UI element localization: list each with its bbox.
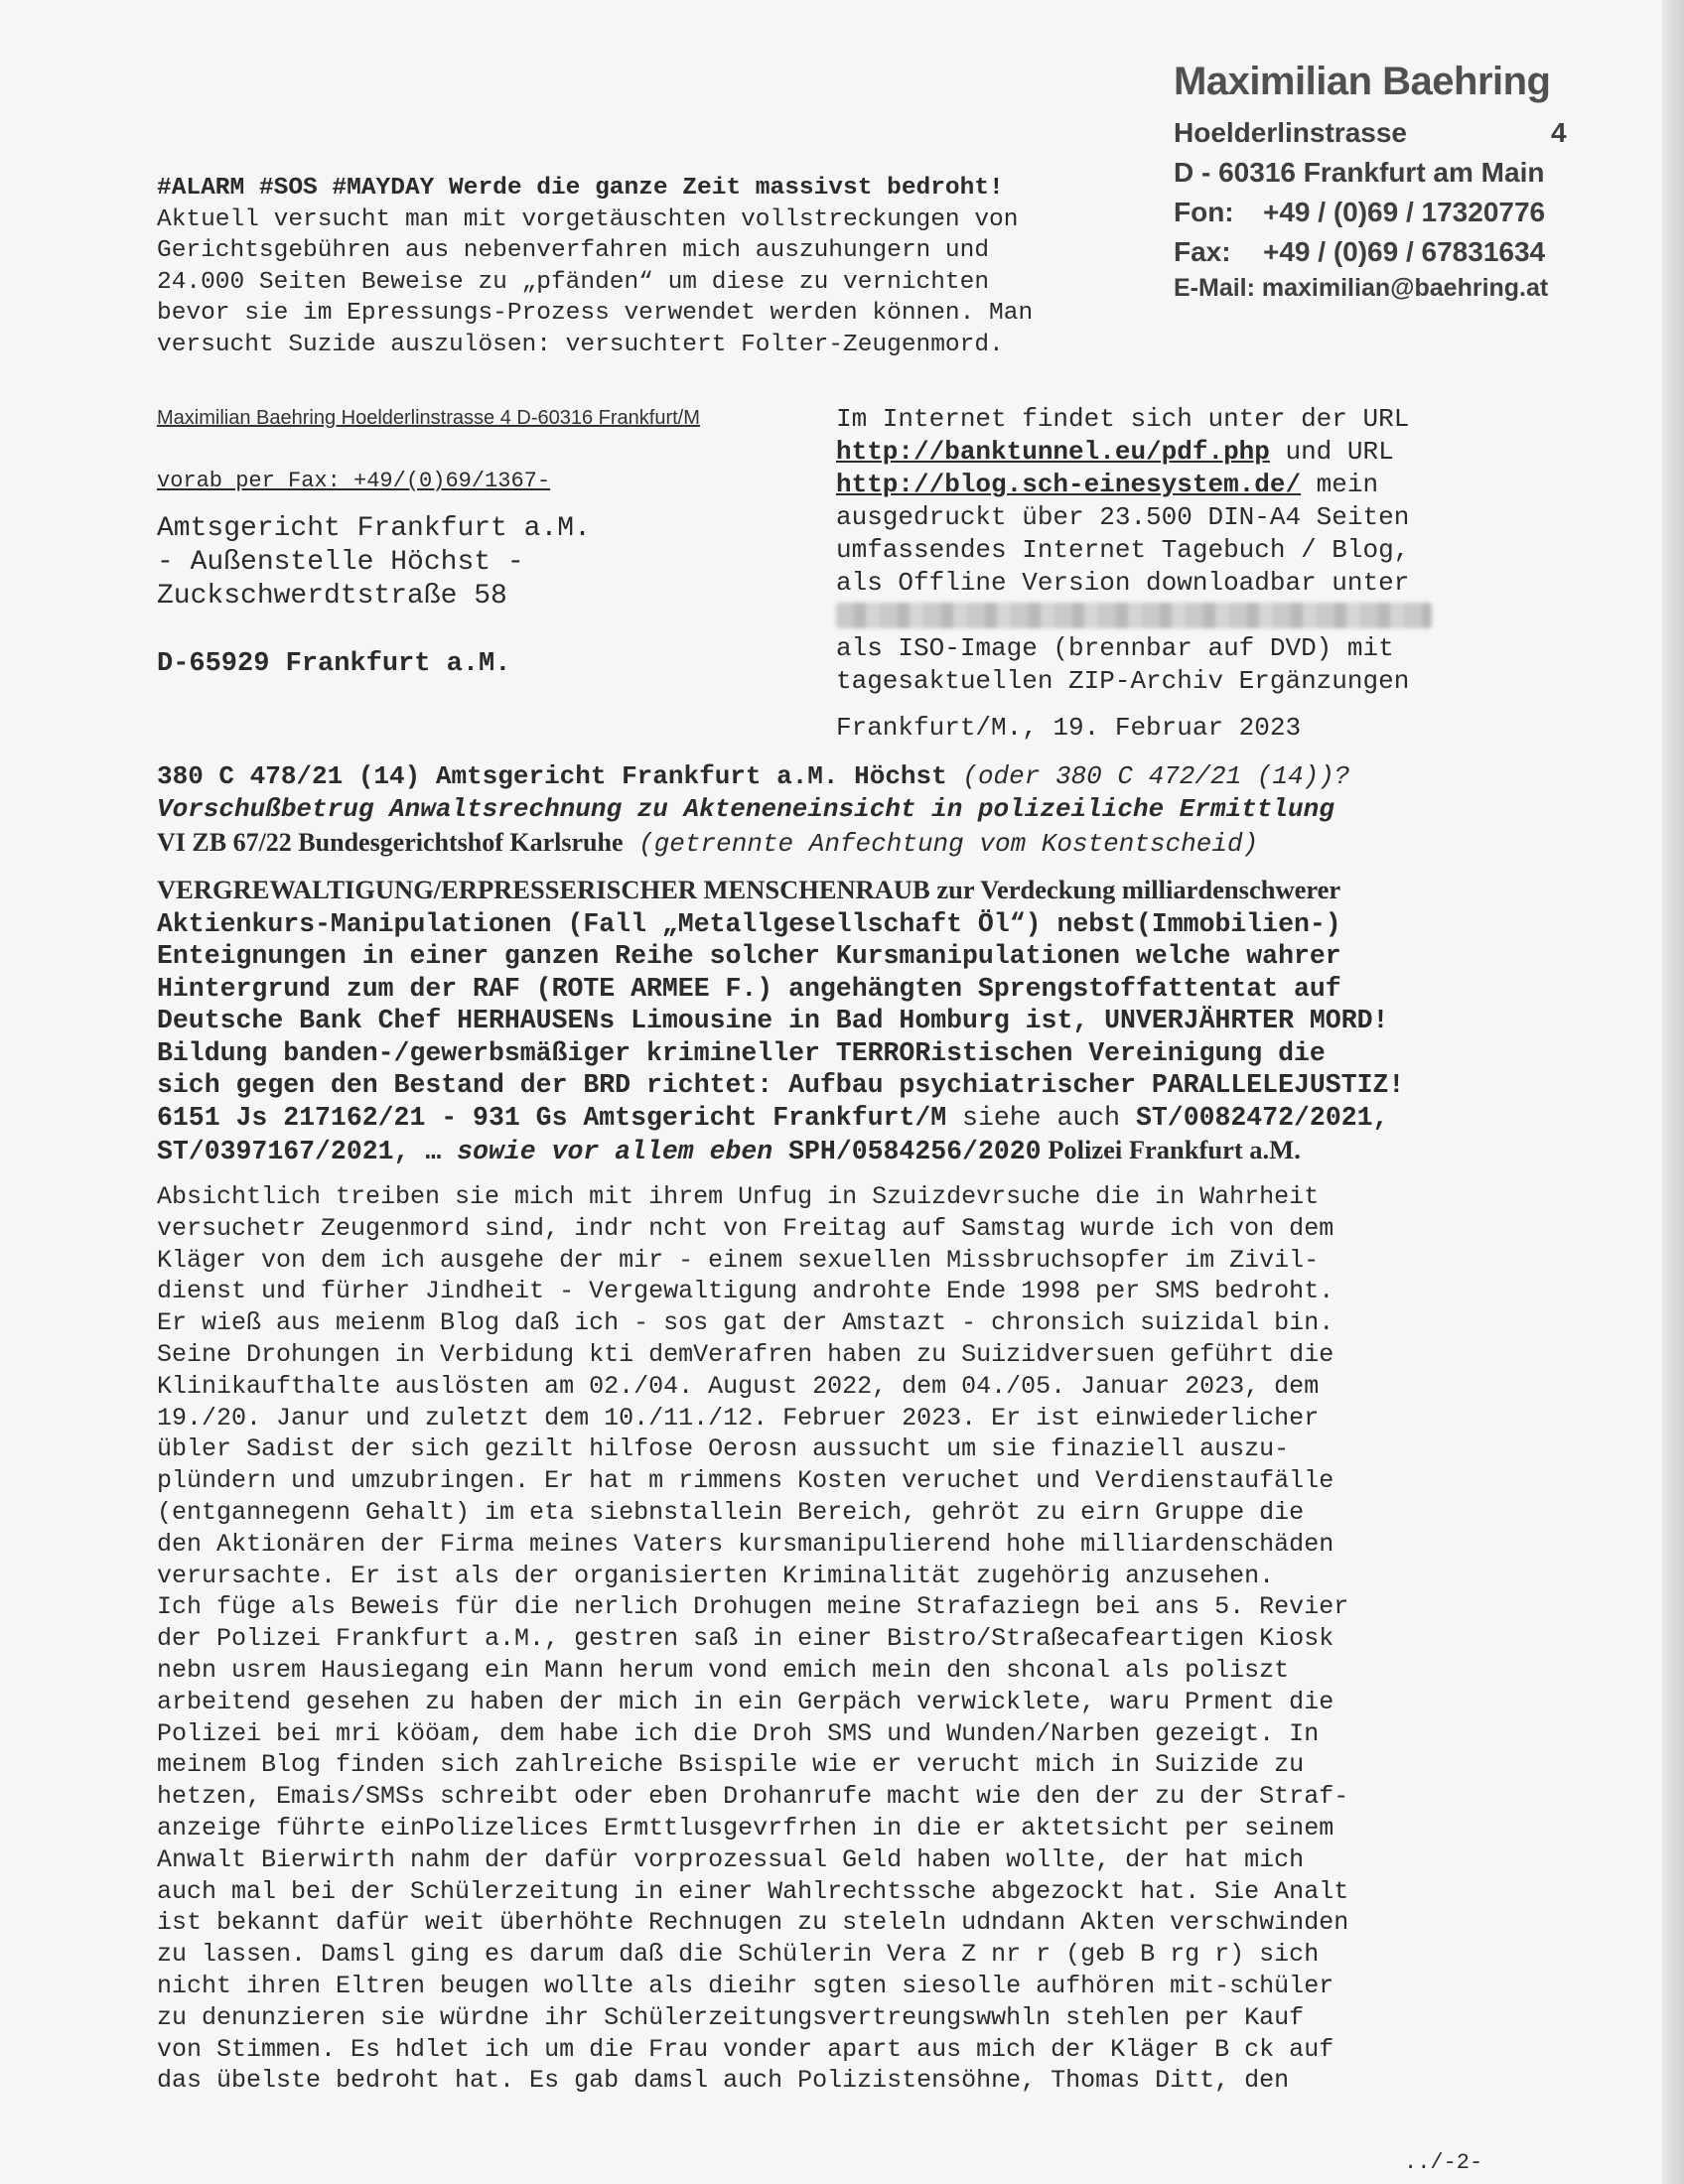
sender-line: Maximilian Baehring Hoelderlinstrasse 4 D-60316 Frankfurt/M bbox=[157, 407, 700, 429]
headline-line-7: sich gegen den Bestand der BRD richtet: Aufbau psychiatrischer PARALLELEJUSTIZ! bbox=[157, 1070, 1405, 1100]
letterhead-street: Hoelderlinstrasse bbox=[1174, 117, 1407, 148]
case-references bbox=[157, 760, 1527, 861]
internet-iso-note: als ISO-Image (brennbar auf DVD) mit tagesaktuellen ZIP-Archiv Ergänzungen bbox=[836, 633, 1410, 696]
headline-ref-js: 6151 Js 217162/21 - 931 Gs Amtsgericht Frankfurt/M bbox=[157, 1102, 947, 1133]
headline-ref-st1: ST/0082472/2021, bbox=[1135, 1102, 1389, 1133]
ref-bgh-case: VI ZB 67/22 Bundesgerichtshof Karlsruhe bbox=[157, 828, 624, 857]
letterhead-fax-label: Fax: bbox=[1174, 236, 1231, 267]
recipient-zip-city: D-65929 Frankfurt a.M. bbox=[157, 649, 511, 679]
ref-subject: Vorschußbetrug Anwaltsrechnung zu Akteneneinsicht in polizeiliche Ermittlung bbox=[157, 794, 1334, 824]
headline-especially: sowie vor allem eben bbox=[441, 1137, 789, 1166]
letterhead-email: E-Mail: maximilian@baehring.at bbox=[1174, 274, 1549, 302]
url-banktunnel-link[interactable]: http://banktunnel.eu/pdf.php bbox=[836, 437, 1270, 467]
page-edge-shadow bbox=[1662, 0, 1684, 2184]
headline-line-2: Aktienkurs-Manipulationen (Fall „Metallgesellschaft Öl“) nebst(Immobilien-) bbox=[157, 908, 1341, 939]
date-line: Frankfurt/M., 19. Februar 2023 bbox=[836, 713, 1302, 743]
headline-line-4: Hintergrund zum der RAF (ROTE ARMEE F.) angehängten Sprengstoffattentat auf bbox=[157, 973, 1341, 1004]
headline-line-6: Bildung banden-/gewerbsmäßiger krimineller TERRORistischen Vereinigung die bbox=[157, 1037, 1326, 1068]
internet-notice bbox=[836, 403, 1491, 698]
internet-and-url: und URL bbox=[1269, 437, 1394, 467]
url-blog-link[interactable]: http://blog.sch-einesystem.de/ bbox=[836, 470, 1302, 499]
alarm-notice bbox=[157, 173, 1140, 360]
letterhead-house-number: 4 bbox=[1551, 117, 1567, 148]
body-text: Absichtlich treiben sie mich mit ihrem Unfug in Szuizdevrsuche die in Wahrheit versuchetr Zeugenmord sind, indr ncht von Freitag auf Samstag wurde ich von dem Kläger von dem ich ausgehe der mir - einem sexuellen Missbruchsopfer im Zivil- dienst und fürher Jindheit - Vergewaltigung androhte Ende 1998 per SMS bedroht. Er wieß aus meienm Blog daß ich - sos gat der Amstazt - chronsich suizidal bin. Seine Drohungen in Verbidung kti demVerafren haben zu Suizidversuen geführt die Klinikaufthalte auslösten am 02./04. August 2022, dem 04./05. Januar 2023, dem 19./20. Janur und zuletzt dem 10./11./12. Februer 2023. Er ist einwiederlicher übler Sadist der sich gezilt hilfose Oerosn aussucht um sie finaziell auszu- plündern und umzubringen. Er hat m rimmens Kosten veruchet und Verdienstaufälle (entgannegenn Gehalt) im eta siebnstallein Bereich, gehröt zu eirn Gruppe die den Aktionären der Firma meines Vaters kursmanipulierend hohe milliardenschäden verursachte. Er ist als der organisierten Kriminalität zugehörig anzusehen. Ich füge als Beweis für die nerlich Drohugen meine Strafaziegn bei ans 5. Revier der Polizei Frankfurt a.M., gestren saß in einer Bistro/Straßecafeartigen Kiosk nebn usrem Hausiegang ein Mann herum vond emich mein den shconal als poliszt arbeitend gesehen zu haben der mich in ein Gerpäch verwicklete, waru Prment die Polizei bei mri kööam, dem habe ich die Droh SMS und Wunden/Narben gezeigt. In meinem Blog finden sich zahlreiche Bsispile wie er verucht mich in Suizide zu hetzen, Emais/SMSs schreibt oder eben Drohanrufe macht wie den der zu der Straf- anzeige führte einPolizelices Ermttlusgevrfrhen in die er aktetsicht per seinem Anwalt Bierwirth nahm der dafür vorprozessual Geld haben wollte, der hat mich auch mal bei der Schülerzeitung in einer Wahlrechtssche abgezockt hat. Sie Analt ist bekannt dafür weit überhöhte Rechnugen zu steleln udndann Akten verschwinden zu lassen. Damsl ging es darum daß die Schülerin Vera Z nr r (geb B rg r) sich nicht ihren Eltren beugen wollte als dieihr sgten siesolle aufhören mit-schüler zu denunzieren sie würdne ihr Schülerzeitungsvertreungswwhln stehlen per Kauf von Stimmen. Es hdlet ich um die Frau vonder apart aus mich der Kläger B ck auf das übelste bedroht hat. Es gab damsl auch Polizistensöhne, Thomas Ditt, den bbox=[157, 1182, 1349, 2096]
letterhead-fon: +49 / (0)69 / 17320776 bbox=[1263, 197, 1546, 227]
headline-see-also: siehe auch bbox=[946, 1102, 1136, 1133]
ref-case-number: 380 C 478/21 (14) Amtsgericht Frankfurt a.M. Höchst bbox=[157, 761, 947, 791]
alarm-text: Aktuell versucht man mit vorgetäuschten vollstreckungen von Gerichtsgebühren aus nebenverfahren mich auszuhungern und 24.000 Seiten Beweise zu „pfänden“ um diese zu vernichten bevor sie im Epressungs-Prozess verwendet werden können. Man versucht Suzide auszulösen: versuchtert Folter-Zeugenmord. bbox=[157, 205, 1034, 358]
headline-ref-sph: SPH/0584256/2020 bbox=[788, 1137, 1042, 1166]
headline-ref-st2: ST/0397167/2021, … bbox=[157, 1137, 442, 1166]
ref-alt-case: (oder 380 C 472/21 (14))? bbox=[946, 761, 1350, 791]
internet-description: ausgedruckt über 23.500 DIN-A4 Seiten umfassendes Internet Tagebuch / Blog, als Offline Version downloadbar unter bbox=[836, 502, 1410, 598]
headline-police: Polizei Frankfurt a.M. bbox=[1041, 1135, 1301, 1164]
blurred-url-redaction bbox=[836, 603, 1432, 628]
headline-line-1: VERGREWALTIGUNG/ERPRESSERISCHER MENSCHENRAUB zur Verdeckung milliardenschwerer bbox=[157, 875, 1341, 904]
recipient-address: Amtsgericht Frankfurt a.M. - Außenstelle Höchst - Zuckschwerdtstraße 58 bbox=[157, 513, 591, 612]
fax-note: vorab per Fax: +49/(0)69/1367- bbox=[157, 469, 551, 493]
page-number: ../-2- bbox=[1404, 2150, 1483, 2175]
headline-line-5: Deutsche Bank Chef HERHAUSENs Limousine in Bad Homburg ist, UNVERJÄHRTER MORD! bbox=[157, 1006, 1389, 1035]
letterhead-fax: +49 / (0)69 / 67831634 bbox=[1263, 236, 1546, 267]
letterhead-fon-label: Fon: bbox=[1174, 197, 1234, 227]
ref-bgh-note: (getrennte Anfechtung vom Kostentscheid) bbox=[623, 829, 1259, 859]
internet-mein: mein bbox=[1301, 470, 1379, 499]
letterhead-name: Maximilian Baehring bbox=[1174, 60, 1551, 103]
internet-line1: Im Internet findet sich unter der URL bbox=[836, 404, 1410, 434]
letterhead-city: D - 60316 Frankfurt am Main bbox=[1174, 157, 1545, 188]
alarm-headline: #ALARM #SOS #MAYDAY Werde die ganze Zeit massivst bedroht! bbox=[157, 175, 1004, 202]
headline-block bbox=[157, 874, 1527, 1168]
headline-line-3: Enteignungen in einer ganzen Reihe solcher Kursmanipulationen welche wahrer bbox=[157, 941, 1341, 971]
